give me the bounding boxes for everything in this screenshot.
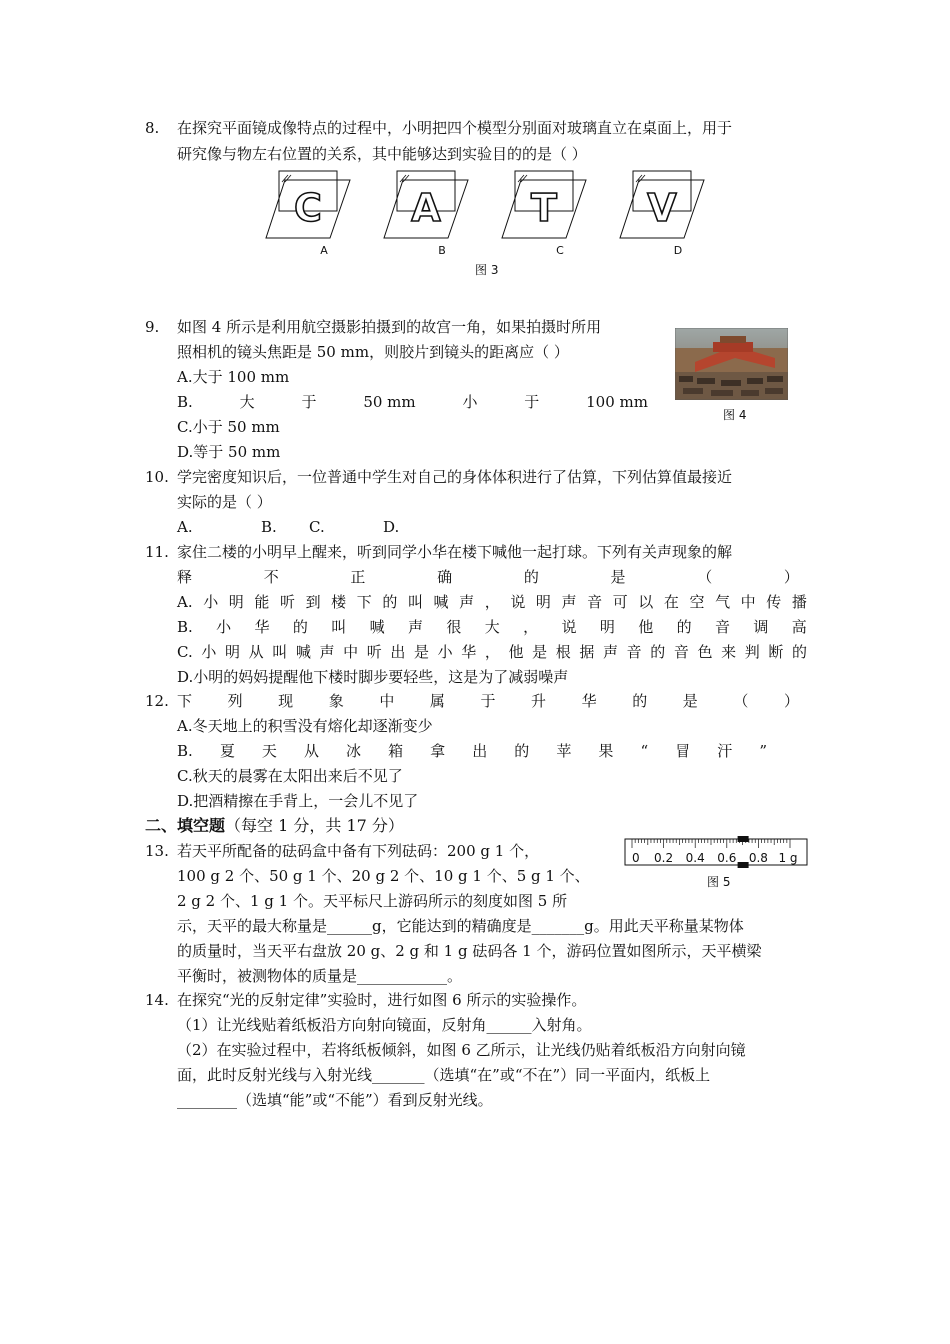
spread-char: 冒 (675, 742, 691, 760)
spread-char: 空 (689, 593, 705, 611)
spread-char: 从 (303, 742, 319, 760)
q13-stem-line5: 的质量时，当天平右盘放 20 g、2 g 和 1 g 砝码各 1 个，游码位置如图所示，天平横梁 (177, 942, 762, 960)
spread-char: 调 (753, 618, 769, 636)
q12-number: 12. (145, 692, 169, 710)
glass-hatch (403, 175, 409, 182)
spread-char: 小 (216, 618, 232, 636)
spread-char: 喊 (295, 643, 311, 661)
q13-stem-line2: 100 g 2 个、50 g 1 个、20 g 2 个、10 g 1 个、5 g 1 个、 (177, 867, 590, 885)
spread-char: 声 (319, 643, 335, 661)
spread-char: 音 (626, 643, 642, 661)
q11-option-d: D.小明的妈妈提醒他下楼时脚步要轻些，这是为了减弱噪声 (177, 668, 569, 686)
mirror-model-c (502, 171, 586, 257)
spread-char: 声 (602, 643, 618, 661)
spread-char: 说 (510, 593, 526, 611)
spread-char: 音 (673, 643, 689, 661)
q13-number: 13. (145, 842, 169, 860)
spread-char: 传 (766, 593, 782, 611)
spread-char: 来 (721, 643, 737, 661)
spread-char: 喊 (433, 593, 449, 611)
spread-char: 判 (744, 643, 760, 661)
spread-char: 听 (366, 643, 382, 661)
spread-char: 明 (224, 643, 240, 661)
spread-char: 中 (343, 643, 359, 661)
ruler-rider (738, 862, 749, 868)
q9-option-a: A.大于 100 mm (177, 368, 290, 386)
spread-char: 现 (278, 692, 294, 710)
spread-char: A. (177, 593, 193, 611)
q12-stem-line1 (177, 690, 799, 712)
spread-char: 从 (248, 643, 264, 661)
glass-hatch (285, 175, 291, 182)
q12-option-d: D.把酒精擦在手背上，一会儿不见了 (177, 792, 419, 810)
spread-char: 出 (472, 742, 488, 760)
q14-part2-line3: ________（选填“能”或“不能”）看到反射光线。 (177, 1091, 493, 1109)
spread-char: 叫 (331, 618, 347, 636)
q10-number: 10. (145, 468, 169, 486)
letter-model: V (647, 186, 677, 230)
spread-char: ， (484, 593, 500, 611)
ruler-label: 0.8 (748, 851, 768, 865)
q11-option-b (177, 616, 807, 638)
q9-option-b-part: 50 mm (363, 393, 416, 411)
figure-5-caption: 图 5 (707, 875, 731, 889)
ruler-label: 0.6 (717, 851, 737, 865)
q10-option-d: D. (383, 518, 400, 536)
spread-char: 象 (328, 692, 344, 710)
q9-number: 9. (145, 318, 160, 336)
option-label: A (320, 244, 328, 257)
q9-option-b (177, 391, 648, 413)
spread-char: 可 (612, 593, 628, 611)
q11-line2-char: 是 (610, 568, 626, 586)
q8-stem-line2: 研究像与物左右位置的关系，其中能够达到实验目的的是（ ） (177, 145, 587, 163)
spread-char: 夏 (219, 742, 235, 760)
spread-char: 很 (446, 618, 462, 636)
glass-hatch (521, 175, 527, 182)
q9-stem-line1: 如图 4 所示是利用航空摄影拍摄到的故宫一角，如果拍摄时所用 (177, 318, 602, 336)
q9-option-b-part: 100 mm (586, 393, 648, 411)
spread-char: 根 (555, 643, 571, 661)
spread-char: 小 (437, 643, 453, 661)
q12-option-c: C.秋天的晨雾在太阳出来后不见了 (177, 767, 403, 785)
q14-stem-line1: 在探究“光的反射定律”实验时，进行如图 6 所示的实验操作。 (177, 991, 587, 1009)
spread-char: 在 (663, 593, 679, 611)
spread-char: 高 (791, 618, 807, 636)
q14-part1: （1）让光线贴着纸板沿方向射向镜面，反射角______入射角。 (177, 1016, 592, 1034)
spread-char: （ (733, 692, 749, 710)
spread-char: 的 (632, 692, 648, 710)
spread-char: 中 (379, 692, 395, 710)
spread-char: 的 (514, 742, 530, 760)
spread-char: 他 (508, 643, 524, 661)
section-2-title: 二、填空题 (145, 816, 226, 835)
q10-stem-line2: 实际的是（ ） (177, 493, 272, 511)
spread-char: 箱 (388, 742, 404, 760)
q11-number: 11. (145, 543, 169, 561)
ruler-label: 0 (632, 851, 640, 865)
spread-char: 属 (429, 692, 445, 710)
q11-line2-char: 的 (523, 568, 539, 586)
spread-char: 于 (480, 692, 496, 710)
spread-char: 中 (740, 593, 756, 611)
figure-4-aerial-photo (675, 328, 788, 400)
q9-option-b-part: 于 (524, 393, 540, 411)
letter-model: T (531, 186, 557, 230)
spread-char: 小 (201, 643, 217, 661)
spread-char: 说 (561, 618, 577, 636)
spread-char: ， (484, 643, 500, 661)
letter-model: A (411, 186, 441, 230)
spread-char: 气 (715, 593, 731, 611)
q11-stem-line2 (177, 566, 799, 588)
q13-stem-line3: 2 g 2 个、1 g 1 个。天平标尺上游码所示的刻度如图 5 所 (177, 892, 568, 910)
spread-char: 声 (459, 593, 475, 611)
spread-char: 出 (390, 643, 406, 661)
q14-number: 14. (145, 991, 169, 1009)
spread-char: 大 (484, 618, 500, 636)
spread-char: 是 (532, 643, 548, 661)
spread-char: 他 (638, 618, 654, 636)
spread-char: 列 (227, 692, 243, 710)
spread-char: 下 (356, 593, 372, 611)
spread-char: 拿 (430, 742, 446, 760)
ruler-label: 0.2 (654, 851, 674, 865)
spread-char: B. (177, 742, 193, 760)
spread-char: 小 (203, 593, 219, 611)
figure-3-caption: 图 3 (475, 263, 499, 277)
spread-char: 能 (254, 593, 270, 611)
spread-char: C. (177, 643, 193, 661)
ruler-label: 1 g (778, 851, 798, 865)
q10-option-c: C. (309, 518, 325, 536)
option-label: D (673, 244, 683, 257)
spread-char: 喊 (369, 618, 385, 636)
spread-char: 的 (791, 643, 807, 661)
q11-line2-char: （ (697, 568, 713, 586)
q12-option-a: A.冬天地上的积雪没有熔化却逐渐变少 (177, 717, 433, 735)
q13-stem-line4: 示，天平的最大称量是______g，它能达到的精确度是_______g。用此天平称量某物体 (177, 917, 744, 935)
spread-char: 到 (305, 593, 321, 611)
spread-char: ） (783, 692, 799, 710)
q11-option-c (177, 641, 807, 663)
q11-line2-char: 确 (437, 568, 453, 586)
spread-char: 天 (261, 742, 277, 760)
spread-char: 是 (413, 643, 429, 661)
spread-char: 明 (599, 618, 615, 636)
q13-stem-line1: 若天平所配备的砝码盒中备有下列砝码：200 g 1 个， (177, 842, 540, 860)
spread-char: 果 (598, 742, 614, 760)
q13-stem-line6: 平衡时，被测物体的质量是____________。 (177, 967, 463, 985)
spread-char: 下 (177, 692, 193, 710)
spread-char: 叫 (407, 593, 423, 611)
section-2-subtitle: （每空 1 分，共 17 分） (225, 816, 404, 835)
q9-option-b-part: 大 (239, 393, 255, 411)
q11-option-a (177, 591, 807, 613)
spread-char: 冰 (346, 742, 362, 760)
q11-stem-line1: 家住二楼的小明早上醒来，听到同学小华在楼下喊他一起打球。下列有关声现象的解 (177, 543, 733, 561)
q9-stem-line2: 照相机的镜头焦距是 50 mm，则胶片到镜头的距离应（ ） (177, 343, 569, 361)
glass-hatch (639, 175, 645, 182)
q9-option-b-part: 小 (462, 393, 478, 411)
spread-char: 苹 (556, 742, 572, 760)
spread-char: B. (177, 618, 193, 636)
figure-4-caption: 图 4 (723, 408, 747, 422)
spread-char: 听 (279, 593, 295, 611)
spread-char: 华 (581, 692, 597, 710)
spread-char: 是 (682, 692, 698, 710)
spread-char: 色 (697, 643, 713, 661)
spread-char: 汗 (717, 742, 733, 760)
ruler-rider (738, 836, 749, 842)
q11-line2-char: 正 (350, 568, 366, 586)
spread-char: 叫 (272, 643, 288, 661)
q8-number: 8. (145, 119, 160, 137)
q9-option-c: C.小于 50 mm (177, 418, 280, 436)
spread-char: 明 (228, 593, 244, 611)
spread-char: 的 (382, 593, 398, 611)
q9-option-d: D.等于 50 mm (177, 443, 281, 461)
q11-line2-char: ） (783, 568, 799, 586)
mirror-model-a (266, 171, 350, 257)
spread-char: 的 (292, 618, 308, 636)
q8-stem-line1: 在探究平面镜成像特点的过程中，小明把四个模型分别面对玻璃直立在桌面上，用于 (177, 119, 733, 137)
spread-char: 升 (531, 692, 547, 710)
letter-model: C (294, 186, 322, 230)
spread-char: “ (640, 742, 649, 760)
spread-char: 的 (676, 618, 692, 636)
q11-line2-char: 不 (263, 568, 279, 586)
spread-char: 明 (535, 593, 551, 611)
spread-char: 华 (461, 643, 477, 661)
q9-option-b-part: B. (177, 393, 193, 411)
spread-char: ” (759, 742, 767, 760)
spread-char: 以 (638, 593, 654, 611)
spread-char: 播 (791, 593, 807, 611)
ruler-label: 0.4 (685, 851, 705, 865)
q9-option-b-part: 于 (301, 393, 317, 411)
q11-line2-char: 释 (177, 568, 193, 586)
option-label: B (438, 244, 446, 257)
spread-char: 断 (768, 643, 784, 661)
q14-part2-line2: 面，此时反射光线与入射光线_______（选填“在”或“不在”）同一平面内，纸板上 (177, 1066, 711, 1084)
spread-char: 音 (715, 618, 731, 636)
q12-option-b (177, 740, 767, 762)
spread-char: 音 (587, 593, 603, 611)
mirror-model-b (384, 171, 468, 257)
q10-stem-line1: 学完密度知识后，一位普通中学生对自己的身体体积进行了估算，下列估算值最接近 (177, 468, 733, 486)
spread-char: 的 (650, 643, 666, 661)
spread-char: 据 (579, 643, 595, 661)
spread-char: 声 (408, 618, 424, 636)
mirror-model-d (620, 171, 704, 257)
q10-option-a: A. (177, 518, 193, 536)
figure-5-balance-ruler (624, 836, 808, 868)
spread-char: 华 (254, 618, 270, 636)
figure-3-mirror-models (260, 166, 720, 262)
q14-part2-line1: （2）在实验过程中，若将纸板倾斜，如图 6 乙所示，让光线仍贴着纸板沿方向射向镜 (177, 1041, 746, 1059)
spread-char: 声 (561, 593, 577, 611)
spread-char: ， (523, 618, 539, 636)
option-label: C (556, 244, 564, 257)
section-2-heading (145, 815, 404, 837)
q10-option-b: B. (261, 518, 277, 536)
spread-char: 楼 (331, 593, 347, 611)
